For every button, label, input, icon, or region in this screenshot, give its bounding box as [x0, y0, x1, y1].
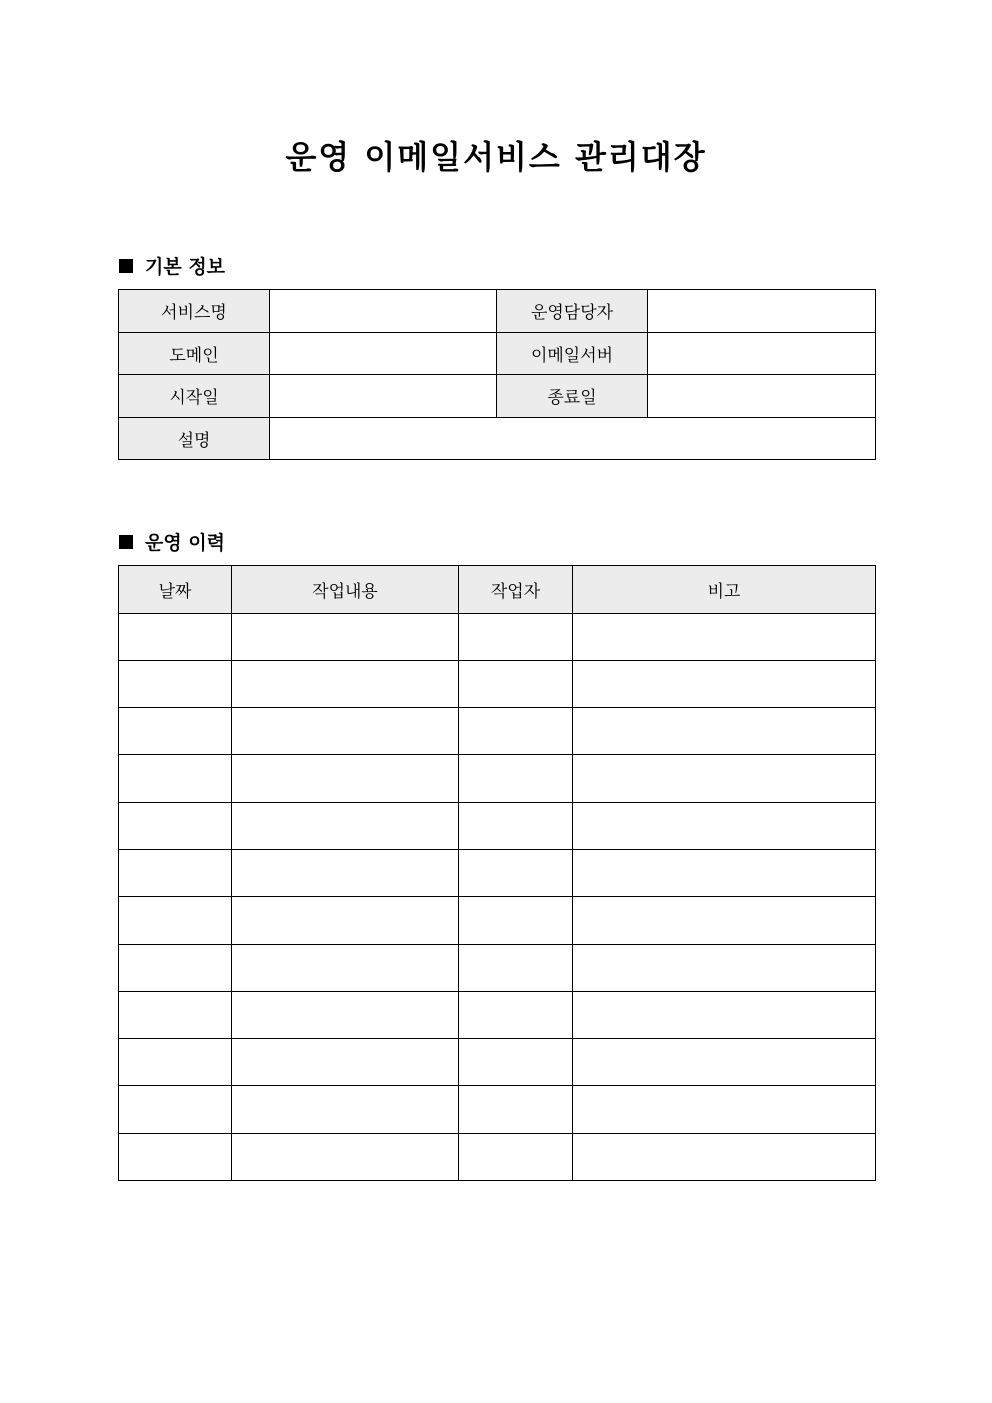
description-label: 설명: [119, 417, 270, 460]
info-value-field[interactable]: [648, 290, 876, 333]
note-cell[interactable]: [573, 1039, 876, 1086]
date-cell[interactable]: [119, 1086, 232, 1133]
info-value-field[interactable]: [648, 332, 876, 375]
task-cell[interactable]: [232, 991, 459, 1038]
task-cell[interactable]: [232, 944, 459, 991]
note-cell[interactable]: [573, 897, 876, 944]
history-heading-text: 운영 이력: [145, 532, 226, 554]
column-header-note: 비고: [573, 566, 876, 614]
task-cell[interactable]: [232, 897, 459, 944]
task-cell[interactable]: [232, 1133, 459, 1180]
history-header-row: [119, 566, 876, 614]
worker-cell[interactable]: [459, 755, 573, 802]
worker-cell[interactable]: [459, 1133, 573, 1180]
worker-cell[interactable]: [459, 897, 573, 944]
info-label: 도메인: [119, 332, 270, 375]
task-cell[interactable]: [232, 613, 459, 660]
task-cell[interactable]: [232, 755, 459, 802]
table-row: [119, 1039, 876, 1086]
date-cell[interactable]: [119, 1039, 232, 1086]
info-row: [119, 375, 876, 418]
worker-cell[interactable]: [459, 802, 573, 849]
task-cell[interactable]: [232, 660, 459, 707]
table-row: [119, 944, 876, 991]
date-cell[interactable]: [119, 660, 232, 707]
history-heading: [119, 528, 225, 555]
info-label: 서비스명: [119, 290, 270, 333]
page-title: 운영 이메일서비스 관리대장: [285, 138, 707, 176]
worker-cell[interactable]: [459, 660, 573, 707]
table-row: [119, 849, 876, 896]
date-cell[interactable]: [119, 849, 232, 896]
date-cell[interactable]: [119, 613, 232, 660]
note-cell[interactable]: [573, 1133, 876, 1180]
note-cell[interactable]: [573, 802, 876, 849]
table-row: [119, 1086, 876, 1133]
worker-cell[interactable]: [459, 944, 573, 991]
square-bullet-icon: [119, 535, 133, 549]
description-field[interactable]: [270, 417, 876, 460]
note-cell[interactable]: [573, 755, 876, 802]
worker-cell[interactable]: [459, 613, 573, 660]
column-header-task: 작업내용: [232, 566, 459, 614]
basic-info-heading: [119, 252, 225, 279]
info-value-field[interactable]: [270, 332, 497, 375]
table-row: [119, 755, 876, 802]
table-row: [119, 1133, 876, 1180]
info-label: 시작일: [119, 375, 270, 418]
date-cell[interactable]: [119, 708, 232, 755]
date-cell[interactable]: [119, 897, 232, 944]
task-cell[interactable]: [232, 1086, 459, 1133]
table-row: [119, 660, 876, 707]
table-row: [119, 802, 876, 849]
info-row: [119, 290, 876, 333]
column-header-worker: 작업자: [459, 566, 573, 614]
info-row: [119, 417, 876, 460]
date-cell[interactable]: [119, 991, 232, 1038]
note-cell[interactable]: [573, 1086, 876, 1133]
worker-cell[interactable]: [459, 1039, 573, 1086]
info-label: 이메일서버: [497, 332, 648, 375]
table-row: [119, 708, 876, 755]
note-cell[interactable]: [573, 660, 876, 707]
date-cell[interactable]: [119, 802, 232, 849]
info-value-field[interactable]: [648, 375, 876, 418]
worker-cell[interactable]: [459, 991, 573, 1038]
table-row: [119, 991, 876, 1038]
date-cell[interactable]: [119, 1133, 232, 1180]
task-cell[interactable]: [232, 708, 459, 755]
basic-info-table: [118, 289, 876, 460]
note-cell[interactable]: [573, 991, 876, 1038]
table-row: [119, 897, 876, 944]
note-cell[interactable]: [573, 849, 876, 896]
task-cell[interactable]: [232, 849, 459, 896]
info-row: [119, 332, 876, 375]
info-value-field[interactable]: [270, 375, 497, 418]
task-cell[interactable]: [232, 802, 459, 849]
worker-cell[interactable]: [459, 708, 573, 755]
date-cell[interactable]: [119, 755, 232, 802]
note-cell[interactable]: [573, 708, 876, 755]
worker-cell[interactable]: [459, 849, 573, 896]
table-row: [119, 613, 876, 660]
info-label: 종료일: [497, 375, 648, 418]
note-cell[interactable]: [573, 944, 876, 991]
history-table: [118, 565, 876, 1181]
note-cell[interactable]: [573, 613, 876, 660]
date-cell[interactable]: [119, 944, 232, 991]
task-cell[interactable]: [232, 1039, 459, 1086]
basic-info-heading-text: 기본 정보: [145, 256, 226, 278]
worker-cell[interactable]: [459, 1086, 573, 1133]
square-bullet-icon: [119, 259, 133, 273]
info-value-field[interactable]: [270, 290, 497, 333]
info-label: 운영담당자: [497, 290, 648, 333]
column-header-date: 날짜: [119, 566, 232, 614]
